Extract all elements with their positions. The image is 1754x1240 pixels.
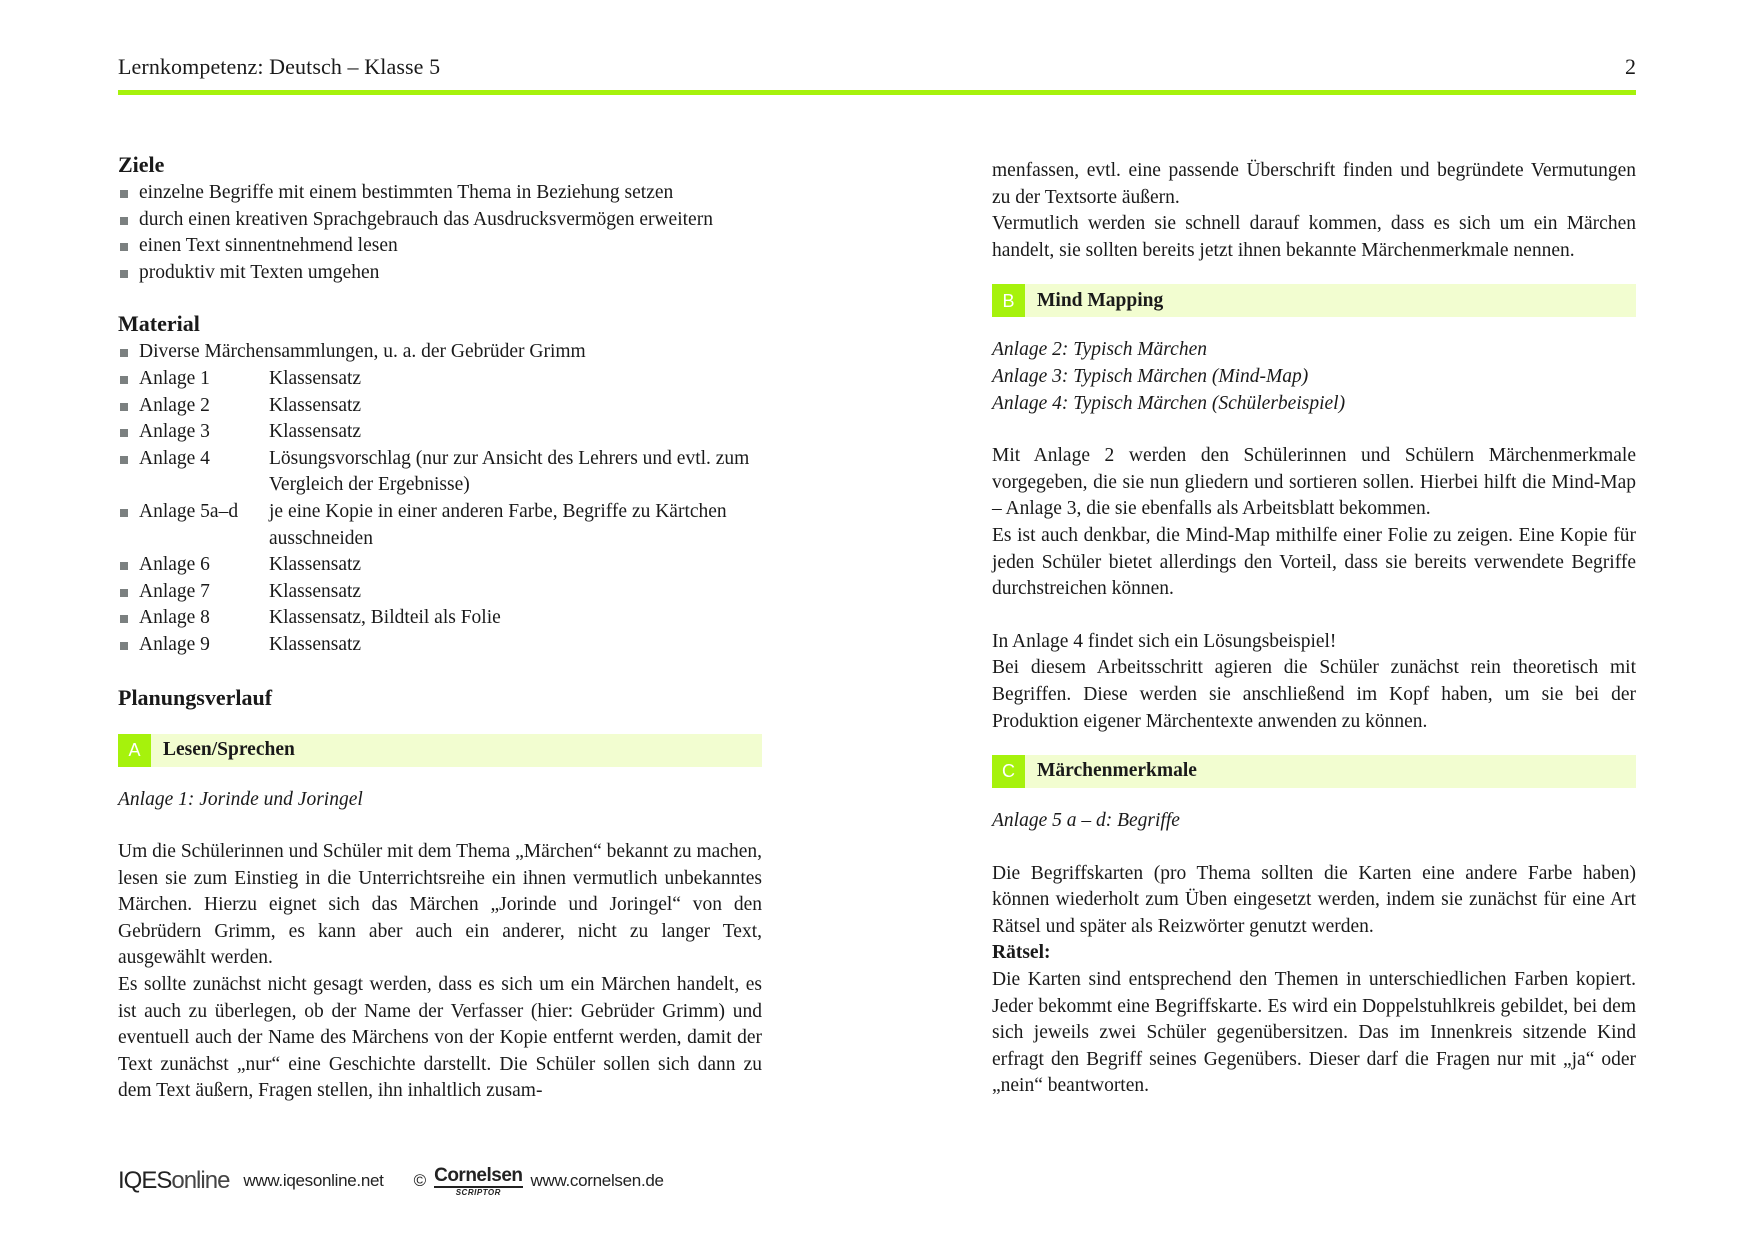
page-number: 2 bbox=[1625, 54, 1636, 79]
anlage-reference: Anlage 3: Typisch Märchen (Mind-Map) bbox=[992, 365, 1309, 387]
iqes-url-link[interactable]: www.iqesonline.net bbox=[243, 1171, 384, 1190]
document-title: Lernkompetenz: Deutsch – Klasse 5 bbox=[118, 54, 441, 79]
ziele-list bbox=[118, 180, 762, 286]
material-key: Anlage 4 bbox=[139, 447, 210, 469]
subheading: Rätsel: bbox=[992, 942, 1051, 964]
body-paragraph: In Anlage 4 findet sich ein Lösungsbeispiel! bbox=[992, 630, 1337, 652]
section-letter-badge: A bbox=[118, 734, 151, 767]
material-key: Anlage 6 bbox=[139, 554, 210, 576]
copyright-icon: © bbox=[413, 1171, 427, 1190]
material-value: Klassensatz bbox=[269, 633, 362, 655]
material-value: Lösungsvorschlag (nur zur Ansicht des Lehrers und evtl. zum Vergleich der Ergebnisse) bbox=[269, 447, 750, 496]
material-value: je eine Kopie in einer anderen Farbe, Begriffe zu Kärtchen ausschneiden bbox=[269, 500, 727, 549]
list-item: durch einen kreativen Sprachgebrauch das Ausdrucksvermögen erweitern bbox=[118, 207, 762, 234]
left-column bbox=[118, 150, 762, 1105]
anlage-reference: Anlage 4: Typisch Märchen (Schülerbeispiel) bbox=[992, 392, 1346, 414]
body-paragraph: Die Karten sind entsprechend den Themen in unterschiedlichen Farben kopiert. Jeder bekommt eine Begriffskarte. Es wird ein Doppelstuhlkreis gebildet, bei dem sich jeweils zwei Schüler gegenübersitzen. Das im Innenkreis sitzende Kind erfragt den Begriff seines Gegenübers. Dieser darf die Fragen nur mit „ja“ oder „nein“ beantworten. bbox=[992, 969, 1636, 1097]
material-key: Anlage 1 bbox=[139, 367, 210, 389]
list-item: einen Text sinnentnehmend lesen bbox=[118, 233, 762, 260]
cornelsen-url-link[interactable]: www.cornelsen.de bbox=[530, 1171, 664, 1190]
cornelsen-logo-name: Cornelsen bbox=[434, 1164, 523, 1186]
material-key: Anlage 5a–d bbox=[139, 500, 239, 522]
iqes-logo-suffix: online bbox=[171, 1167, 230, 1194]
cornelsen-logo bbox=[434, 1166, 522, 1197]
body-paragraph: Vermutlich werden sie schnell darauf kommen, dass es sich um ein Märchen handelt, sie sollten bereits jetzt ihnen bekannte Märchenmerkmale nennen. bbox=[992, 213, 1636, 261]
material-key: Anlage 8 bbox=[139, 607, 210, 629]
list-item bbox=[118, 393, 762, 420]
material-key: Anlage 3 bbox=[139, 421, 210, 443]
material-value: Klassensatz bbox=[269, 421, 362, 443]
list-item: einzelne Begriffe mit einem bestimmten Thema in Beziehung setzen bbox=[118, 180, 762, 207]
right-column bbox=[992, 158, 1636, 1100]
list-item: Diverse Märchensammlungen, u. a. der Gebrüder Grimm bbox=[118, 339, 762, 366]
section-letter-badge: C bbox=[992, 755, 1025, 788]
anlage-reference: Anlage 2: Typisch Märchen bbox=[992, 339, 1207, 361]
list-item bbox=[118, 419, 762, 446]
body-paragraph: Es sollte zunächst nicht gesagt werden, dass es sich um ein Märchen handelt, es ist auch zu überlegen, ob der Name der Verfasser (hier: Gebrüder Grimm) und eventuell auch der Name des Märchens von der Kopie entfernt werden, damit der Text zunächst „nur“ eine Geschichte darstellt. Die Schüler sollen sich dann zu dem Text äußern, Fragen stellen, ihn inhaltlich zusam- bbox=[118, 974, 762, 1102]
body-paragraph: Die Begriffskarten (pro Thema sollten die Karten eine andere Farbe haben) können wiederholt zum Üben eingesetzt werden, indem sie zunächst für eine Art Rätsel und später als Reizwörter genutzt werden. bbox=[992, 862, 1636, 937]
material-key: Anlage 7 bbox=[139, 580, 210, 602]
cornelsen-logo-sub: SCRIPTOR bbox=[455, 1187, 501, 1197]
list-item bbox=[118, 366, 762, 393]
anlage-reference: Anlage 5 a – d: Begriffe bbox=[992, 810, 1180, 832]
list-item bbox=[118, 605, 762, 632]
material-key: Anlage 9 bbox=[139, 633, 210, 655]
planungsverlauf-heading: Planungsverlauf bbox=[118, 684, 273, 710]
ziele-heading: Ziele bbox=[118, 152, 165, 177]
section-bar-c bbox=[992, 755, 1636, 788]
iqes-logo-brand: IQES bbox=[118, 1167, 172, 1194]
list-item bbox=[118, 632, 762, 659]
body-paragraph: Mit Anlage 2 werden den Schülerinnen und Schülern Märchenmerkmale vorgegeben, die sie nun gliedern und sortieren sollen. Hierbei hilft die Mind-Map – Anlage 3, die sie ebenfalls als Arbeitsblatt bekommen. bbox=[992, 445, 1636, 520]
section-bar-b bbox=[992, 284, 1636, 317]
material-value: Klassensatz bbox=[269, 580, 362, 602]
header-rule bbox=[118, 90, 1636, 95]
body-paragraph: Bei diesem Arbeitsschritt agieren die Schüler zunächst rein theoretisch mit Begriffen. Diese werden sie anschließend im Kopf haben, um sie bei der Produktion eigener Märchentexte anwenden zu können. bbox=[992, 657, 1636, 732]
page-header bbox=[118, 52, 1636, 96]
material-value: Klassensatz bbox=[269, 554, 362, 576]
body-paragraph: menfassen, evtl. eine passende Überschrift finden und begründete Vermutungen zu der Textsorte äußern. bbox=[992, 160, 1636, 208]
material-heading: Material bbox=[118, 311, 200, 337]
section-title: Lesen/Sprechen bbox=[163, 738, 295, 760]
list-item bbox=[118, 552, 762, 579]
anlage-reference: Anlage 1: Jorinde und Joringel bbox=[118, 788, 363, 810]
section-bar-a bbox=[118, 734, 762, 767]
list-item bbox=[118, 579, 762, 606]
page-footer bbox=[118, 1165, 664, 1197]
list-item: produktiv mit Texten umgehen bbox=[118, 260, 762, 287]
material-key: Anlage 2 bbox=[139, 394, 210, 416]
material-value: Klassensatz, Bildteil als Folie bbox=[269, 607, 501, 629]
material-list bbox=[118, 339, 762, 658]
body-paragraph: Um die Schülerinnen und Schüler mit dem Thema „Märchen“ bekannt zu machen, lesen sie zum Einstieg in die Unterrichtsreihe ein ihnen vermutlich unbekanntes Märchen. Hierzu eignet sich das Märchen „Jorinde und Joringel“ von den Gebrüdern Grimm, es kann aber auch ein anderer, nicht zu langer Text, ausgewählt werden. bbox=[118, 841, 763, 969]
material-value: Klassensatz bbox=[269, 367, 362, 389]
iqes-logo bbox=[118, 1167, 229, 1195]
material-value: Klassensatz bbox=[269, 394, 362, 416]
section-title: Märchenmerkmale bbox=[1037, 760, 1197, 782]
section-title: Mind Mapping bbox=[1037, 289, 1164, 311]
list-item bbox=[118, 499, 762, 552]
body-paragraph: Es ist auch denkbar, die Mind-Map mithilfe einer Folie zu zeigen. Eine Kopie für jeden Schüler bietet allerdings den Vorteil, dass sie bereits verwendete Begriffe durchstreichen können. bbox=[992, 524, 1636, 600]
section-letter-badge: B bbox=[992, 284, 1025, 317]
list-item bbox=[118, 446, 762, 499]
anlage-references bbox=[992, 337, 1636, 417]
